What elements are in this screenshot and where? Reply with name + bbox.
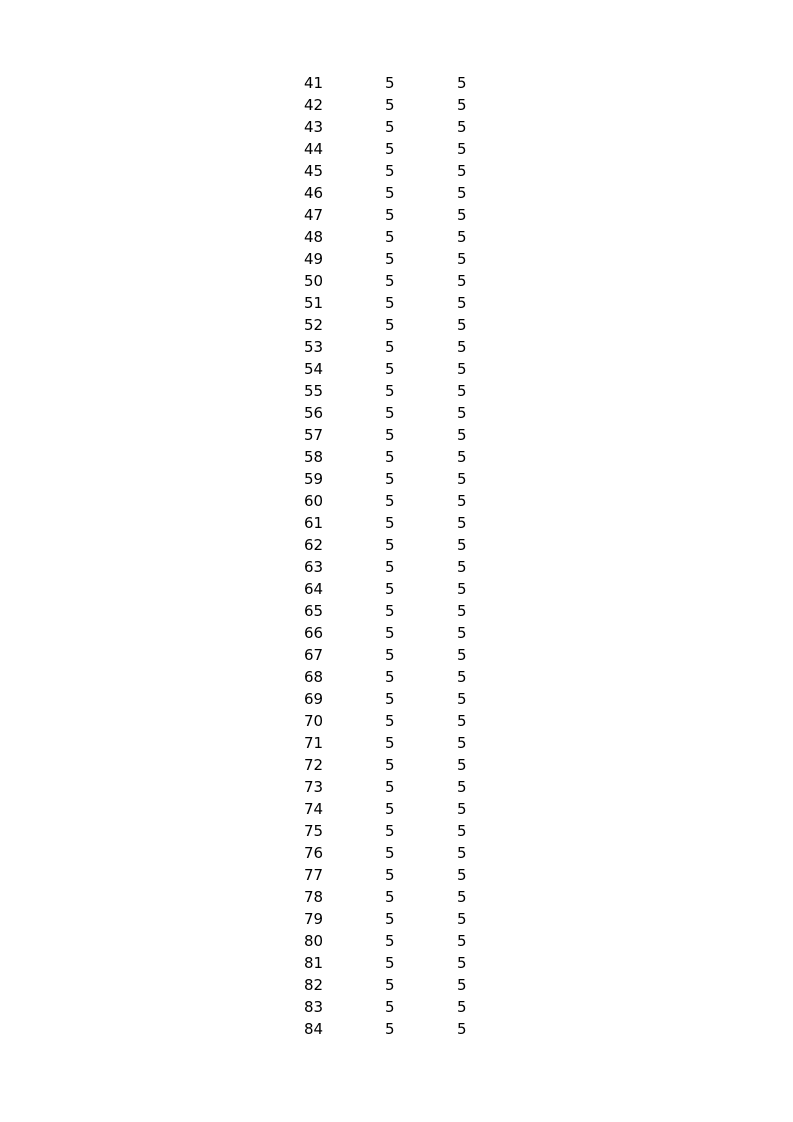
value-cell: 5 <box>385 844 395 862</box>
row-number-cell: 63 <box>304 558 324 576</box>
row-number-cell: 79 <box>304 910 324 928</box>
row-number-cell: 68 <box>304 668 324 686</box>
row-number-cell: 41 <box>304 74 324 92</box>
table-row <box>296 622 486 644</box>
table-row <box>296 204 486 226</box>
row-number-cell: 50 <box>304 272 324 290</box>
value-cell: 5 <box>457 998 467 1016</box>
value-cell: 5 <box>457 844 467 862</box>
table-row <box>296 644 486 666</box>
table-row <box>296 952 486 974</box>
value-cell: 5 <box>457 338 467 356</box>
value-cell: 5 <box>385 206 395 224</box>
value-cell: 5 <box>385 470 395 488</box>
table-row <box>296 820 486 842</box>
value-cell: 5 <box>385 558 395 576</box>
value-cell: 5 <box>385 294 395 312</box>
value-cell: 5 <box>457 888 467 906</box>
value-cell: 5 <box>385 690 395 708</box>
value-cell: 5 <box>457 1020 467 1038</box>
value-cell: 5 <box>385 778 395 796</box>
table-row <box>296 94 486 116</box>
row-number-cell: 46 <box>304 184 324 202</box>
value-cell: 5 <box>385 96 395 114</box>
value-cell: 5 <box>385 162 395 180</box>
row-number-cell: 73 <box>304 778 324 796</box>
value-cell: 5 <box>457 778 467 796</box>
value-cell: 5 <box>385 426 395 444</box>
table-row <box>296 138 486 160</box>
table-row <box>296 402 486 424</box>
row-number-cell: 48 <box>304 228 324 246</box>
table-row <box>296 886 486 908</box>
row-number-cell: 57 <box>304 426 324 444</box>
value-cell: 5 <box>457 668 467 686</box>
table-row <box>296 776 486 798</box>
value-cell: 5 <box>385 536 395 554</box>
table-row <box>296 468 486 490</box>
value-cell: 5 <box>457 536 467 554</box>
value-cell: 5 <box>385 140 395 158</box>
value-cell: 5 <box>457 800 467 818</box>
value-cell: 5 <box>457 492 467 510</box>
value-cell: 5 <box>457 404 467 422</box>
row-number-cell: 51 <box>304 294 324 312</box>
table-row <box>296 600 486 622</box>
value-cell: 5 <box>385 360 395 378</box>
value-cell: 5 <box>457 118 467 136</box>
row-number-cell: 45 <box>304 162 324 180</box>
table-row <box>296 710 486 732</box>
value-cell: 5 <box>385 514 395 532</box>
value-cell: 5 <box>457 162 467 180</box>
row-number-cell: 62 <box>304 536 324 554</box>
row-number-cell: 69 <box>304 690 324 708</box>
value-cell: 5 <box>457 514 467 532</box>
table-row <box>296 116 486 138</box>
table-row <box>296 380 486 402</box>
value-cell: 5 <box>457 294 467 312</box>
table-row <box>296 908 486 930</box>
row-number-cell: 84 <box>304 1020 324 1038</box>
row-number-cell: 55 <box>304 382 324 400</box>
row-number-cell: 67 <box>304 646 324 664</box>
table-row <box>296 512 486 534</box>
value-cell: 5 <box>385 1020 395 1038</box>
row-number-cell: 59 <box>304 470 324 488</box>
value-cell: 5 <box>385 734 395 752</box>
value-cell: 5 <box>385 250 395 268</box>
table-row <box>296 358 486 380</box>
row-number-cell: 78 <box>304 888 324 906</box>
row-number-cell: 53 <box>304 338 324 356</box>
row-number-cell: 70 <box>304 712 324 730</box>
value-cell: 5 <box>457 756 467 774</box>
row-number-cell: 64 <box>304 580 324 598</box>
value-cell: 5 <box>385 932 395 950</box>
value-cell: 5 <box>385 954 395 972</box>
value-cell: 5 <box>457 140 467 158</box>
value-cell: 5 <box>457 690 467 708</box>
value-cell: 5 <box>385 866 395 884</box>
row-number-cell: 56 <box>304 404 324 422</box>
value-cell: 5 <box>457 426 467 444</box>
row-number-cell: 66 <box>304 624 324 642</box>
value-cell: 5 <box>457 96 467 114</box>
row-number-cell: 83 <box>304 998 324 1016</box>
row-number-cell: 74 <box>304 800 324 818</box>
value-cell: 5 <box>385 646 395 664</box>
row-number-cell: 54 <box>304 360 324 378</box>
table-row <box>296 160 486 182</box>
table-row <box>296 1018 486 1040</box>
value-cell: 5 <box>385 756 395 774</box>
value-cell: 5 <box>457 228 467 246</box>
value-cell: 5 <box>385 888 395 906</box>
table-row <box>296 996 486 1018</box>
table-row <box>296 72 486 94</box>
table-row <box>296 248 486 270</box>
value-cell: 5 <box>457 646 467 664</box>
value-cell: 5 <box>385 272 395 290</box>
value-cell: 5 <box>385 184 395 202</box>
value-cell: 5 <box>457 976 467 994</box>
value-cell: 5 <box>385 492 395 510</box>
value-cell: 5 <box>385 624 395 642</box>
row-number-cell: 81 <box>304 954 324 972</box>
table-row <box>296 446 486 468</box>
table-row <box>296 314 486 336</box>
table-row <box>296 226 486 248</box>
row-number-cell: 82 <box>304 976 324 994</box>
table-row <box>296 424 486 446</box>
row-number-cell: 49 <box>304 250 324 268</box>
row-number-cell: 75 <box>304 822 324 840</box>
row-number-cell: 77 <box>304 866 324 884</box>
table-row <box>296 578 486 600</box>
value-cell: 5 <box>385 976 395 994</box>
value-cell: 5 <box>457 470 467 488</box>
value-cell: 5 <box>457 272 467 290</box>
row-number-cell: 52 <box>304 316 324 334</box>
value-cell: 5 <box>385 712 395 730</box>
row-number-cell: 65 <box>304 602 324 620</box>
value-cell: 5 <box>385 404 395 422</box>
row-number-cell: 80 <box>304 932 324 950</box>
value-cell: 5 <box>457 866 467 884</box>
value-cell: 5 <box>385 74 395 92</box>
value-cell: 5 <box>385 580 395 598</box>
value-cell: 5 <box>385 448 395 466</box>
table-row <box>296 292 486 314</box>
table-row <box>296 336 486 358</box>
value-cell: 5 <box>457 932 467 950</box>
value-cell: 5 <box>385 998 395 1016</box>
row-number-cell: 42 <box>304 96 324 114</box>
table-row <box>296 534 486 556</box>
row-number-cell: 76 <box>304 844 324 862</box>
table-row <box>296 864 486 886</box>
value-cell: 5 <box>457 250 467 268</box>
value-cell: 5 <box>457 602 467 620</box>
value-cell: 5 <box>385 382 395 400</box>
value-cell: 5 <box>457 822 467 840</box>
value-cell: 5 <box>457 558 467 576</box>
row-number-cell: 47 <box>304 206 324 224</box>
table-row <box>296 732 486 754</box>
row-number-cell: 71 <box>304 734 324 752</box>
value-cell: 5 <box>457 206 467 224</box>
row-number-cell: 61 <box>304 514 324 532</box>
value-cell: 5 <box>385 800 395 818</box>
value-cell: 5 <box>385 602 395 620</box>
value-cell: 5 <box>385 228 395 246</box>
value-cell: 5 <box>457 954 467 972</box>
row-number-cell: 44 <box>304 140 324 158</box>
table-row <box>296 974 486 996</box>
table-row <box>296 270 486 292</box>
value-cell: 5 <box>457 448 467 466</box>
value-cell: 5 <box>457 624 467 642</box>
table-row <box>296 842 486 864</box>
value-cell: 5 <box>385 316 395 334</box>
table-row <box>296 666 486 688</box>
row-number-cell: 58 <box>304 448 324 466</box>
value-cell: 5 <box>457 316 467 334</box>
value-cell: 5 <box>457 580 467 598</box>
table-row <box>296 688 486 710</box>
table-row <box>296 182 486 204</box>
value-cell: 5 <box>457 184 467 202</box>
row-number-cell: 60 <box>304 492 324 510</box>
value-cell: 5 <box>385 910 395 928</box>
value-cell: 5 <box>457 910 467 928</box>
value-cell: 5 <box>457 382 467 400</box>
row-number-cell: 43 <box>304 118 324 136</box>
row-number-cell: 72 <box>304 756 324 774</box>
table-row <box>296 754 486 776</box>
table-row <box>296 930 486 952</box>
value-cell: 5 <box>385 668 395 686</box>
data-table <box>296 72 486 1040</box>
value-cell: 5 <box>457 734 467 752</box>
value-cell: 5 <box>385 338 395 356</box>
table-row <box>296 798 486 820</box>
table-row <box>296 490 486 512</box>
table-row <box>296 556 486 578</box>
value-cell: 5 <box>457 712 467 730</box>
value-cell: 5 <box>457 74 467 92</box>
value-cell: 5 <box>385 822 395 840</box>
value-cell: 5 <box>457 360 467 378</box>
value-cell: 5 <box>385 118 395 136</box>
